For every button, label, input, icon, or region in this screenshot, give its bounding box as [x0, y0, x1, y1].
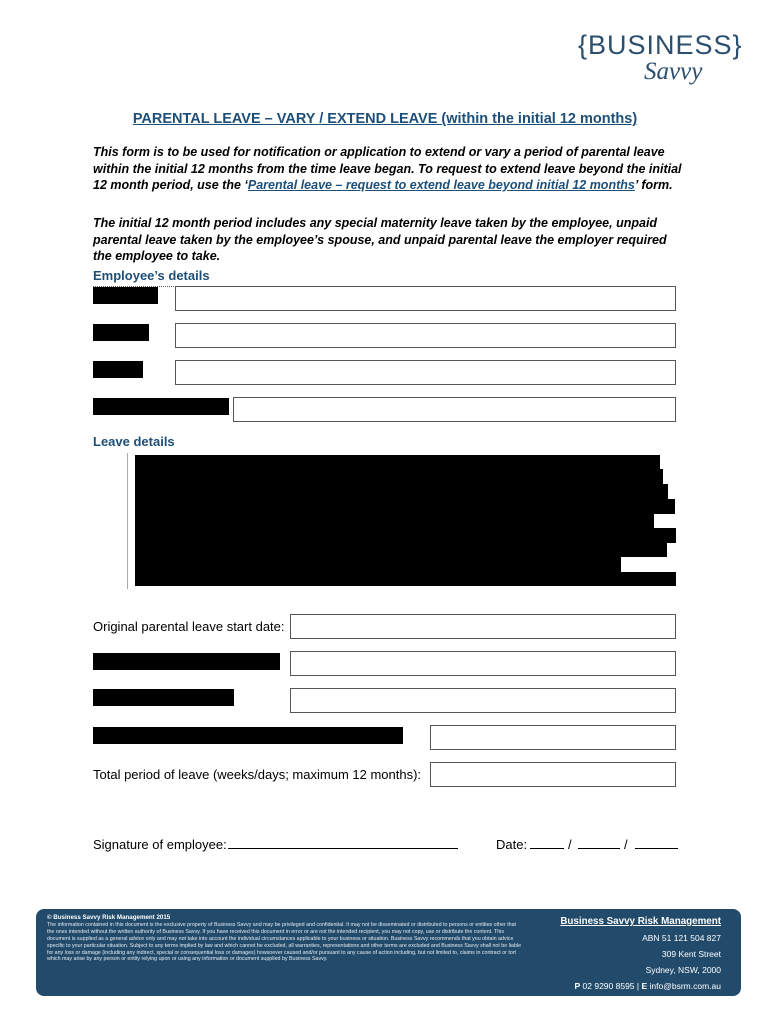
intro-text: This form is to be used for notification or application to extend or vary a period of parental leave within the initial 12 months from the time leave began. To request to extend leave beyond the initial 12 month period, use the ‘ — [93, 145, 682, 192]
footer-banner — [36, 909, 741, 996]
intro-paragraph-1 — [93, 144, 683, 194]
footer-disclaimer-block — [47, 915, 522, 963]
redacted-label — [93, 727, 403, 744]
redacted-leave-text — [135, 455, 660, 469]
redacted-leave-text — [135, 484, 668, 499]
redacted-leave-text — [135, 514, 654, 528]
footer-phone: 02 9290 8595 | — [582, 981, 640, 991]
total-period-field[interactable] — [430, 762, 676, 787]
leave-date-field-3[interactable] — [290, 688, 676, 713]
redacted-label — [93, 287, 158, 304]
intro-text-end: ’ form. — [634, 178, 673, 192]
employee-details-heading: Employee’s details — [93, 268, 210, 283]
redacted-label — [93, 361, 143, 378]
email-label: E — [641, 981, 648, 991]
footer-street: 309 Kent Street — [661, 949, 721, 959]
employee-field-3[interactable] — [175, 360, 676, 385]
leave-field-4[interactable] — [430, 725, 676, 750]
leave-details-heading: Leave details — [93, 434, 175, 449]
business-savvy-logo — [578, 30, 743, 98]
logo-brand-text: {BUSINESS} — [578, 30, 743, 60]
redacted-label — [93, 398, 229, 415]
employee-field-4[interactable] — [233, 397, 676, 422]
redacted-leave-text — [135, 528, 676, 543]
logo-script-text: Savvy — [644, 58, 703, 85]
signature-line[interactable] — [228, 834, 458, 849]
date-day-line[interactable] — [530, 834, 564, 849]
form-title: PARENTAL LEAVE – VARY / EXTEND LEAVE (within the initial 12 months) — [132, 111, 638, 127]
date-separator: / — [624, 837, 628, 852]
leave-options-rule — [127, 453, 128, 589]
employee-field-1[interactable] — [175, 286, 676, 311]
total-period-label: Total period of leave (weeks/days; maximum 12 months): — [93, 767, 422, 782]
leave-date-field-2[interactable] — [290, 651, 676, 676]
date-month-line[interactable] — [578, 834, 620, 849]
date-separator: / — [568, 837, 572, 852]
redacted-leave-text — [135, 543, 667, 557]
employee-field-2[interactable] — [175, 323, 676, 348]
original-start-date-label: Original parental leave start date: — [93, 619, 285, 634]
redacted-label — [93, 689, 234, 706]
footer-abn: ABN 51 121 504 827 — [642, 933, 721, 943]
redacted-leave-text — [135, 499, 675, 514]
redacted-label — [93, 324, 149, 341]
redacted-leave-text — [135, 469, 663, 484]
date-label: Date: — [496, 837, 528, 852]
original-start-date-field[interactable] — [290, 614, 676, 639]
redacted-leave-text — [135, 572, 676, 586]
date-year-line[interactable] — [635, 834, 678, 849]
footer-company: Business Savvy Risk Management — [560, 916, 721, 927]
intro-paragraph-2: The initial 12 month period includes any special maternity leave taken by the employee, unpaid parental leave taken by the employee’s spouse, and unpaid parental leave the employer required the employee to take. — [93, 216, 667, 263]
redacted-leave-text — [135, 557, 621, 572]
related-form-link[interactable]: Parental leave – request to extend leave beyond initial 12 months — [247, 178, 635, 192]
footer-disclaimer: The information contained in this document is the exclusive property of Business Savvy and may be privileged and confidential. It may not be disseminated or distributed to persons or entities other that the ones intended without the written authority of Business Savvy. If you have received this document in error or are not the intended recipient, you may not copy, use or distribute the content. This document is supplied as a general advice only and may not take into account the individual circumstances applicable to your business or situation. Business Savvy recommends that you obtain advice specific to your particular situation. Subject to any terms implied by law and which cannot be excluded, all warranties, representations and other terms are excluded and Business Savvy shall not be liable for any loss or damage (including any indirect, special or consequential loss or damages) howsoever caused and/or pursuant to any cause of action including, but not limited to, claims in contract or tort which may arise by any person or entity relying upon or using any information or document supplied by Business Savvy. — [47, 921, 522, 963]
footer-contact-line — [541, 981, 721, 991]
footer-city: Sydney, NSW, 2000 — [645, 965, 721, 975]
redacted-label — [93, 653, 280, 670]
footer-copyright: © Business Savvy Risk Management 2015 — [47, 914, 171, 921]
footer-email[interactable]: info@bsrm.com.au — [649, 981, 721, 991]
footer-contact-block — [541, 916, 721, 997]
signature-label: Signature of employee: — [93, 837, 227, 852]
phone-label: P — [574, 981, 581, 991]
